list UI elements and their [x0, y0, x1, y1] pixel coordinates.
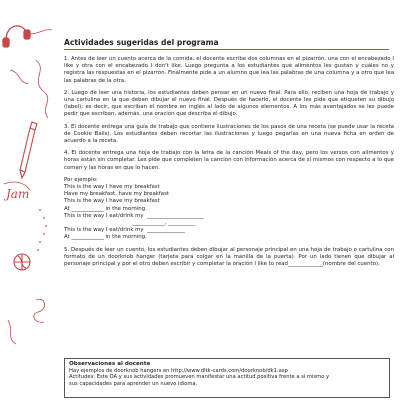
example-line: At ____________ in the morning.	[64, 205, 147, 212]
example-line: ____________, __________	[64, 220, 196, 227]
margin-doodle-text: Jam	[6, 187, 30, 201]
activities-sheet	[64, 38, 394, 273]
left-margin-doodles	[0, 0, 58, 400]
example-line: At ____________ in the morning.	[64, 234, 147, 241]
activity-5: 5. Después de leer un cuento, los estudiantes deben dibujar al personaje principal en una hoja de trabajo o cartulina con formato de un doorknob hanger (tarjeta para colgar en la manilla de la puerta). Por un lado tienen que dibujar al personaje principal y por el otro deben escribir y completar la oración I like to read_____________(nombre del cuento).	[64, 246, 394, 268]
activity-1: 1. Antes de leer un cuento acerca de la comida, el docente escribe dos columnas en el pizarrón, una con el encabezado I like y otra con el encabezado I don't like. Luego pregunta a los estudiantes qué alimentos les gustan y cuáles no y registra las respuestas en el pizarrón. Finalmente pide a un alumno que lea las palabras de una columna y a otro que lea las palabras de la otra.	[64, 56, 394, 84]
headphones-icon	[3, 26, 52, 47]
teacher-observations-box	[64, 358, 390, 398]
loop-doodle-icon	[8, 299, 45, 344]
observations-line: Actitudes: Este OA y sus actividades promueven manifestar una actitud positiva frente a sí mismo y	[69, 374, 330, 381]
observations-line: sus capacidades para aprender un nuevo idioma.	[69, 380, 198, 387]
example-line: Have my breakfast, have my breakfast	[64, 191, 170, 198]
title-underline	[64, 49, 389, 50]
activity-2: 2. Luego de leer una historia, los estudiantes deben pensar en un nuevo final. Para ello, reciben una hoja de trabajo y una cartulina en la que deben dibujar el nuevo final. Después de hacerlo, el docente les pide que etiqueten su dibujo (label); es decir, que escriban el nombre en inglés al lado de algunos elementos. A los más aventajados se les puede pedir que escriban, además, una oración que describa el dibujo.	[64, 89, 394, 118]
example-line: This is the way I eat/drink my ______________	[64, 227, 185, 234]
page-title: Actividades sugeridas del programa	[64, 38, 219, 47]
swirl-doodle-icon	[10, 60, 48, 118]
song-example	[64, 177, 394, 242]
example-line: This is the way I have my breakfast	[64, 184, 160, 191]
example-line: This is the way I have my breakfast	[64, 198, 160, 205]
dotted-trail-icon	[37, 209, 47, 251]
activity-3: 3. El docente entrega una guía de trabajo que contiene ilustraciones de los pasos de una receta (se puede usar la receta de Cookie Balls). Los estudiantes deben recortar las ilustraciones y luego pegarlas en una nueva ficha en orden de acuerdo a la receta.	[64, 123, 394, 145]
margin-doodle-art	[0, 0, 58, 400]
pencil-icon	[20, 122, 37, 178]
observations-line: Hay ejemplos de doorknob hangers en http://www.dltk-cards.com/doorknob/dk1.asp	[69, 367, 288, 374]
observations-title: Observaciones al docente	[69, 361, 151, 367]
globe-icon	[14, 254, 30, 270]
activity-4: 4. El docente entrega una hoja de trabajo con la letra de la canción Meals of the day, pero los versos con alimentos y horas están sin completar. Les pide que completen la canción con información acerca de sí mismos con respecto a lo que comen y las horas en que lo hacen.	[64, 150, 394, 171]
example-line: This is the way I eat/drink my _____________________	[64, 212, 204, 219]
example-heading: Por ejemplo:	[64, 176, 98, 183]
